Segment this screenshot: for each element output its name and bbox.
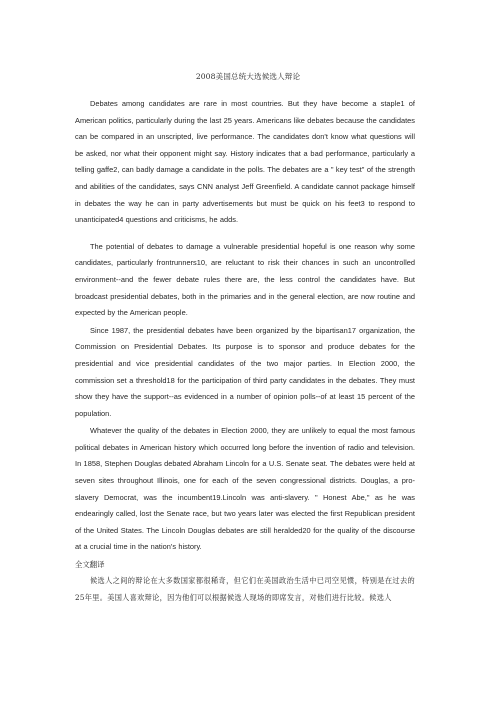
translation-paragraph: 候选人之间的辩论在大多数国家都很稀奇，但它们在美国政治生活中已司空见惯，特别是在过去的25年里。美国人喜欢辩论，因为他们可以根据候选人现场的即席发言，对他们进行比较。候选人	[75, 576, 415, 602]
document-title: 2008美国总统大选候选人辩论	[195, 72, 301, 81]
paragraph-1: Debates among candidates are rare in most countries. But they have become a staple1 of American politics, particularly during the last 25 years. Americans like debates because the candidates can be compared in an unscripted, live performance. The candidates don't know what questions will be asked, nor what their opponent might say. History indicates that a bad performance, particularly a telling gaffe2, can badly damage a candidate in the polls. The debates are a " key test" of the strength and abilities of the candidates, says CNN analyst Jeff Greenfield. A candidate cannot package himself in debates the way he can in party advertisements but must be quick on his feet3 to respond to unanticipated4 questions and criticisms, he adds.	[75, 99, 415, 225]
translation-label: 全文翻译	[75, 560, 105, 570]
paragraph-3: Since 1987, the presidential debates have been organized by the bipartisan17 organization, the Commission on Presidential Debates. Its purpose is to sponsor and produce debates for the presidential and vice presidential candidates of the two major parties. In Election 2000, the commission set a threshold18 for the participation of third party candidates in the debates. They must show they have the support--as evidenced in a number of opinion polls--of at least 15 percent of the population.	[75, 325, 415, 418]
paragraph-4: Whatever the quality of the debates in Election 2000, they are unlikely to equal the most famous political debates in American history which occurred long before the invention of radio and television. In 1858, Stephen Douglas debated Abraham Lincoln for a U.S. Senate seat. The debates were held at seven sites throughout Illinois, one for each of the seven congressional districts. Douglas, a pro-slavery Democrat, was the incumbent19.Lincoln was anti-slavery. " Honest Abe," as he was endearingly called, lost the Senate race, but two years later was elected the first Republican president of the United States. The Lincoln Douglas debates are still heralded20 for the quality of the discourse at a crucial time in the nation's history.	[75, 426, 415, 552]
paragraph-2: The potential of debates to damage a vulnerable presidential hopeful is one reason why some candidates, particularly frontrunners10, are reluctant to risk their chances in such an uncontrolled environment--and the fewer debate rules there are, the less control the candidates have. But broadcast presidential debates, both in the primaries and in the general election, are now routine and expected by the American people.	[75, 241, 415, 318]
document-body	[75, 96, 415, 617]
